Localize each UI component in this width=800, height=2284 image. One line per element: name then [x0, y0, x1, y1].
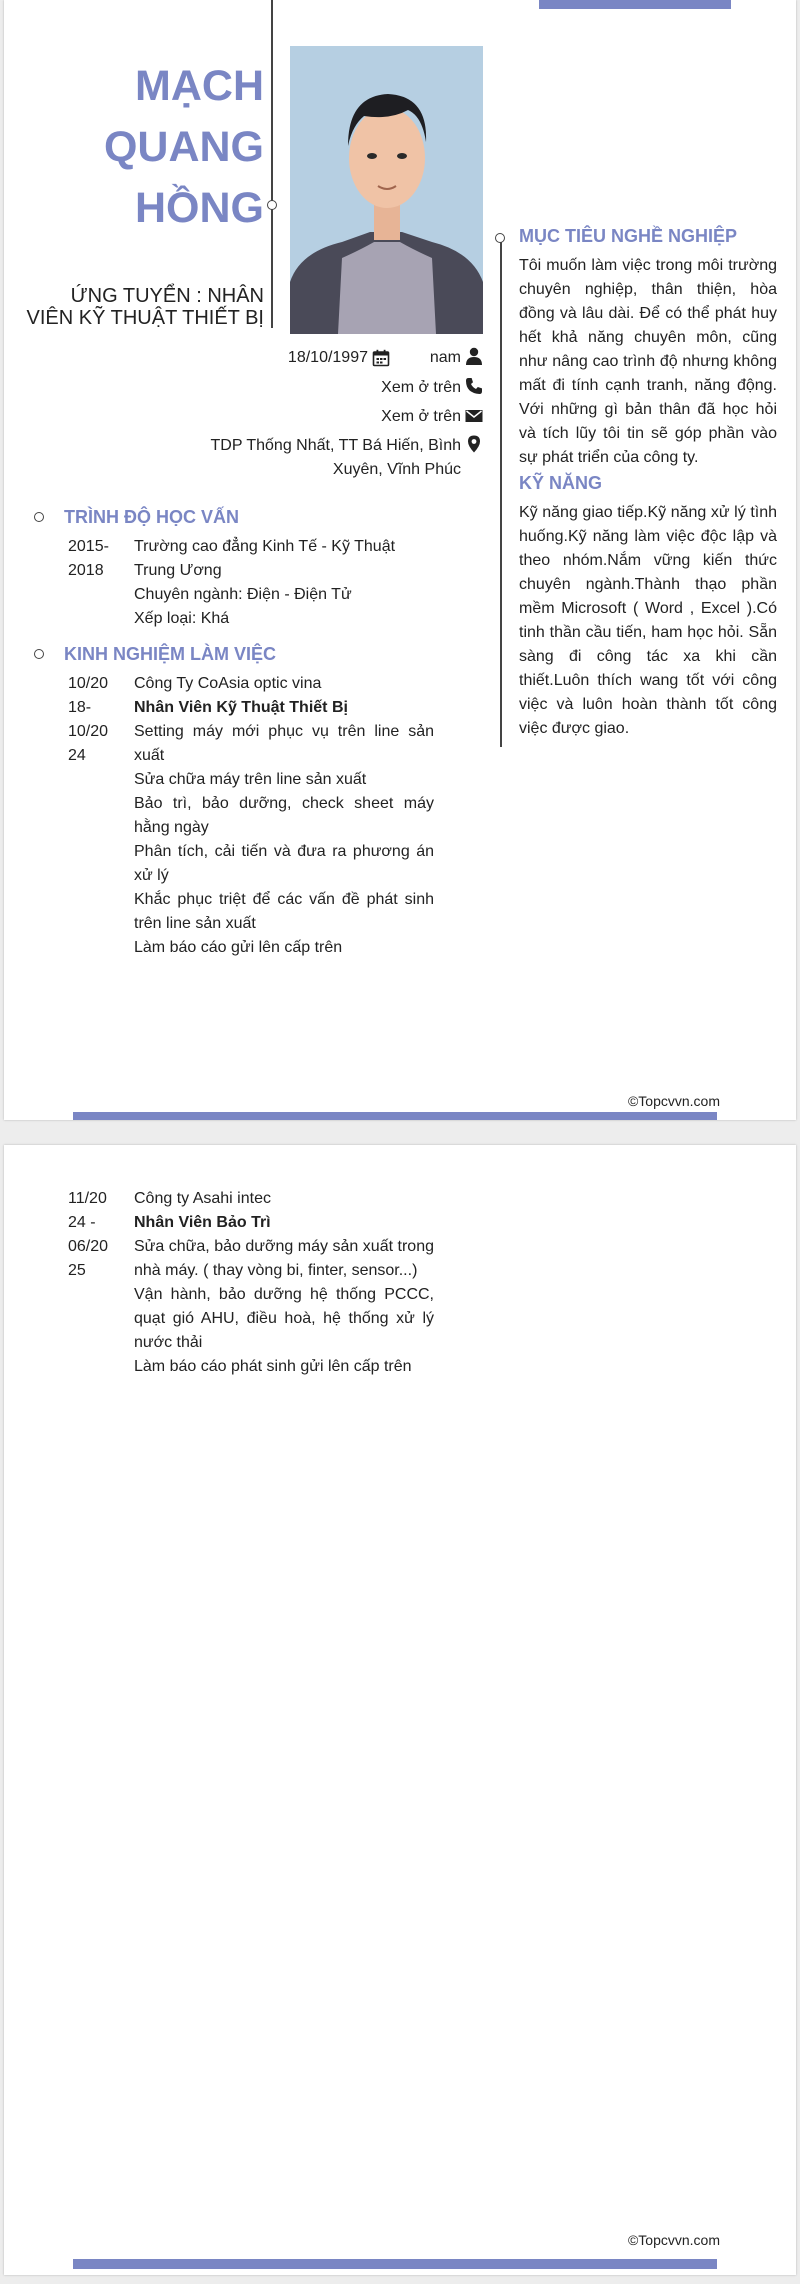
- portrait-illustration: [290, 46, 483, 334]
- candidate-name: [104, 56, 264, 239]
- profile-photo: [290, 46, 483, 334]
- mail-icon: [465, 407, 483, 425]
- skills-text: Kỹ năng giao tiếp.Kỹ năng xử lý tình huống.Kỹ năng làm việc độc lập và theo nhóm.Nắm vững kiến thức chuyên ngành.Thành thạo phần mềm Microsoft ( Word , Excel ).Có tinh thần cầu tiến, ham học hỏi. Sẵn sàng đi công tác xa khi cần thiết.Luôn thích wang tốt với công việc và luôn hoàn thành tốt công việc được giao.: [519, 504, 777, 737]
- header-divider-dot: [267, 200, 277, 210]
- top-accent-bar: [539, 0, 731, 9]
- job1-date-line: 10/20: [68, 723, 109, 740]
- person-icon: [465, 347, 483, 365]
- address-line-1: TDP Thống Nhất, TT Bá Hiến, Bình: [210, 437, 461, 454]
- calendar-icon: [372, 349, 390, 367]
- experience-title: KINH NGHIỆM LÀM VIỆC: [64, 644, 277, 664]
- job1-duty: Khắc phục triệt để các vấn đề phát sinh trên line sản xuất: [134, 891, 434, 932]
- education-details: [134, 535, 434, 631]
- education-rank: Xếp loại: Khá: [134, 610, 230, 627]
- job1-details: [134, 672, 434, 960]
- education-date-start: 2015-: [68, 538, 109, 555]
- job1-date: [68, 672, 124, 768]
- job2-date: [68, 1187, 124, 1283]
- objective-text: Tôi muốn làm việc trong môi trường chuyên nghiệp, thân thiện, hòa đồng và lâu dài. Để có thể phát huy hết khả năng chuyên môn, cũng như nâng cao trình độ nhưng không mất đi tính cạnh tranh, năng động. Với những gì bản thân đã học hỏi và tích lũy tôi tin sẽ góp phần vào sự phát triển của công ty.: [519, 257, 777, 466]
- education-date: [68, 535, 124, 583]
- job1-date-line: 18-: [68, 699, 92, 716]
- bottom-accent-bar: [73, 1112, 717, 1120]
- job1-role: Nhân Viên Kỹ Thuật Thiết Bị: [134, 699, 348, 716]
- objective-title: MỤC TIÊU NGHỀ NGHIỆP: [519, 226, 738, 246]
- job2-duty: Sửa chữa, bảo dưỡng máy sản xuất trong nhà máy. ( thay vòng bi, finter, sensor...): [134, 1238, 434, 1279]
- name-line-3: HỒNG: [135, 184, 264, 232]
- job2-date-line: 06/20: [68, 1238, 109, 1255]
- birthday-text: 18/10/1997: [287, 349, 368, 366]
- education-date-end: 2018: [68, 562, 104, 579]
- job2-date-line: 24 -: [68, 1214, 96, 1231]
- phone-icon: [465, 377, 483, 395]
- school-name-line-2: Trung Ương: [134, 562, 222, 579]
- job1-duty: Phân tích, cải tiến và đưa ra phương án xử lý: [134, 843, 434, 884]
- job1-date-line: 24: [68, 747, 86, 764]
- job1-duty: Sửa chữa máy trên line sản xuất: [134, 771, 367, 788]
- job2-duty: Vận hành, bảo dưỡng hệ thống PCCC, quạt gió AHU, điều hoà, hệ thống xử lý nước thải: [134, 1286, 434, 1351]
- cv-page-2: [4, 1145, 796, 2275]
- address-line-2: Xuyên, Vĩnh Phúc: [332, 461, 461, 478]
- position-line-1: ỨNG TUYỂN : NHÂN: [70, 285, 264, 307]
- cv-page-1: [4, 0, 796, 1120]
- job1-date-line: 10/20: [68, 675, 109, 692]
- job2-date-line: 25: [68, 1262, 86, 1279]
- job2-details: [134, 1187, 434, 1379]
- bottom-accent-bar: [73, 2259, 717, 2269]
- gender-text: nam: [429, 349, 461, 366]
- job2-duty: Làm báo cáo phát sinh gửi lên cấp trên: [134, 1358, 412, 1375]
- education-dot: [34, 512, 44, 522]
- job1-duty: Bảo trì, bảo dưỡng, check sheet máy hằng ngày: [134, 795, 434, 836]
- job2-date-line: 11/20: [68, 1190, 107, 1207]
- email-text: Xem ở trên: [381, 408, 461, 425]
- name-line-2: QUANG: [103, 123, 264, 171]
- job2-company: Công ty Asahi intec: [134, 1190, 271, 1207]
- phone-text: Xem ở trên: [381, 379, 461, 396]
- skills-title: KỸ NĂNG: [519, 473, 603, 493]
- applied-position: [24, 285, 264, 329]
- education-title: TRÌNH ĐỘ HỌC VẤN: [64, 507, 239, 527]
- name-line-1: MẠCH: [135, 62, 264, 110]
- footer-brand: ©Topcvvn.com: [627, 1093, 720, 1109]
- objective-dot: [495, 233, 505, 243]
- footer-brand: ©Topcvvn.com: [627, 2232, 720, 2248]
- position-line-2: VIÊN KỸ THUẬT THIẾT BỊ: [26, 307, 264, 329]
- right-column-line: [500, 242, 502, 747]
- job2-role: Nhân Viên Bảo Trì: [134, 1214, 271, 1231]
- experience-dot: [34, 649, 44, 659]
- school-name-line-1: Trường cao đẳng Kinh Tế - Kỹ Thuật: [134, 538, 396, 555]
- location-pin-icon: [465, 435, 483, 453]
- job1-duty: Setting máy mới phục vụ trên line sản xuất: [134, 723, 434, 764]
- header-divider-line: [271, 0, 273, 328]
- job1-company: Công Ty CoAsia optic vina: [134, 675, 322, 692]
- job1-duty: Làm báo cáo gửi lên cấp trên: [134, 939, 343, 956]
- education-major: Chuyên ngành: Điện - Điện Tử: [134, 586, 352, 603]
- address-text: [210, 434, 461, 482]
